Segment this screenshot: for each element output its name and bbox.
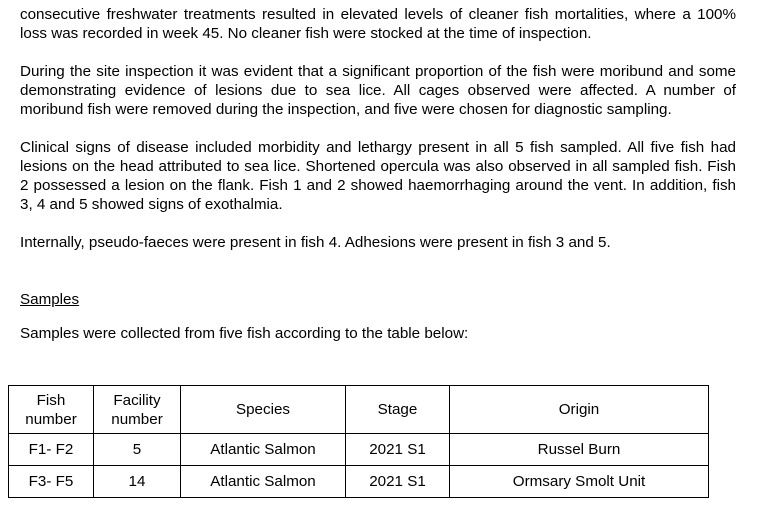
header-facility-number bbox=[94, 386, 181, 434]
header-origin: Origin bbox=[450, 386, 709, 434]
cell-species: Atlantic Salmon bbox=[181, 434, 346, 466]
cell-species: Atlantic Salmon bbox=[181, 466, 346, 498]
header-fish-number bbox=[9, 386, 94, 434]
samples-intro: Samples were collected from five fish according to the table below: bbox=[20, 325, 469, 342]
table-row bbox=[9, 434, 709, 466]
cell-stage: 2021 S1 bbox=[346, 434, 450, 466]
paragraph-cleaner-fish: consecutive freshwater treatments resulted in elevated levels of cleaner fish mortalities, where a 100% loss was recorded in week 45. No cleaner fish were stocked at the time of inspection. bbox=[20, 6, 736, 42]
header-fish-number-line2: number bbox=[25, 410, 77, 428]
header-facility-number-line1: Facility bbox=[113, 391, 161, 409]
table-header-row bbox=[9, 386, 709, 434]
paragraph-clinical-signs: Clinical signs of disease included morbidity and lethargy present in all 5 fish sampled. All five fish had lesions on the head attributed to sea lice. Shortened opercula was also observed in all sampled fish. Fish 2 possessed a lesion on the flank. Fish 1 and 2 showed haemorrhaging around the vent. In addition, fish 3, 4 and 5 showed signs of exothalmia. bbox=[20, 139, 736, 213]
cell-fish-number: F3- F5 bbox=[9, 466, 94, 498]
cell-fish-number: F1- F2 bbox=[9, 434, 94, 466]
header-species: Species bbox=[181, 386, 346, 434]
cell-facility-number: 5 bbox=[94, 434, 181, 466]
paragraph-site-inspection: During the site inspection it was evident that a significant proportion of the fish were moribund and some demonstrating evidence of lesions due to sea lice. All cages observed were affected. A number of moribund fish were removed during the inspection, and five were chosen for diagnostic sampling. bbox=[20, 63, 736, 118]
cell-origin: Ormsary Smolt Unit bbox=[450, 466, 709, 498]
cell-stage: 2021 S1 bbox=[346, 466, 450, 498]
table-row bbox=[9, 466, 709, 498]
header-fish-number-line1: Fish bbox=[36, 391, 66, 409]
document-body bbox=[20, 5, 736, 343]
header-facility-number-line2: number bbox=[111, 410, 163, 428]
header-stage: Stage bbox=[346, 386, 450, 434]
paragraph-internal-findings: Internally, pseudo-faeces were present in fish 4. Adhesions were present in fish 3 and 5. bbox=[20, 234, 611, 251]
cell-origin: Russel Burn bbox=[450, 434, 709, 466]
samples-table bbox=[8, 385, 709, 498]
samples-heading: Samples bbox=[20, 291, 80, 308]
cell-facility-number: 14 bbox=[94, 466, 181, 498]
